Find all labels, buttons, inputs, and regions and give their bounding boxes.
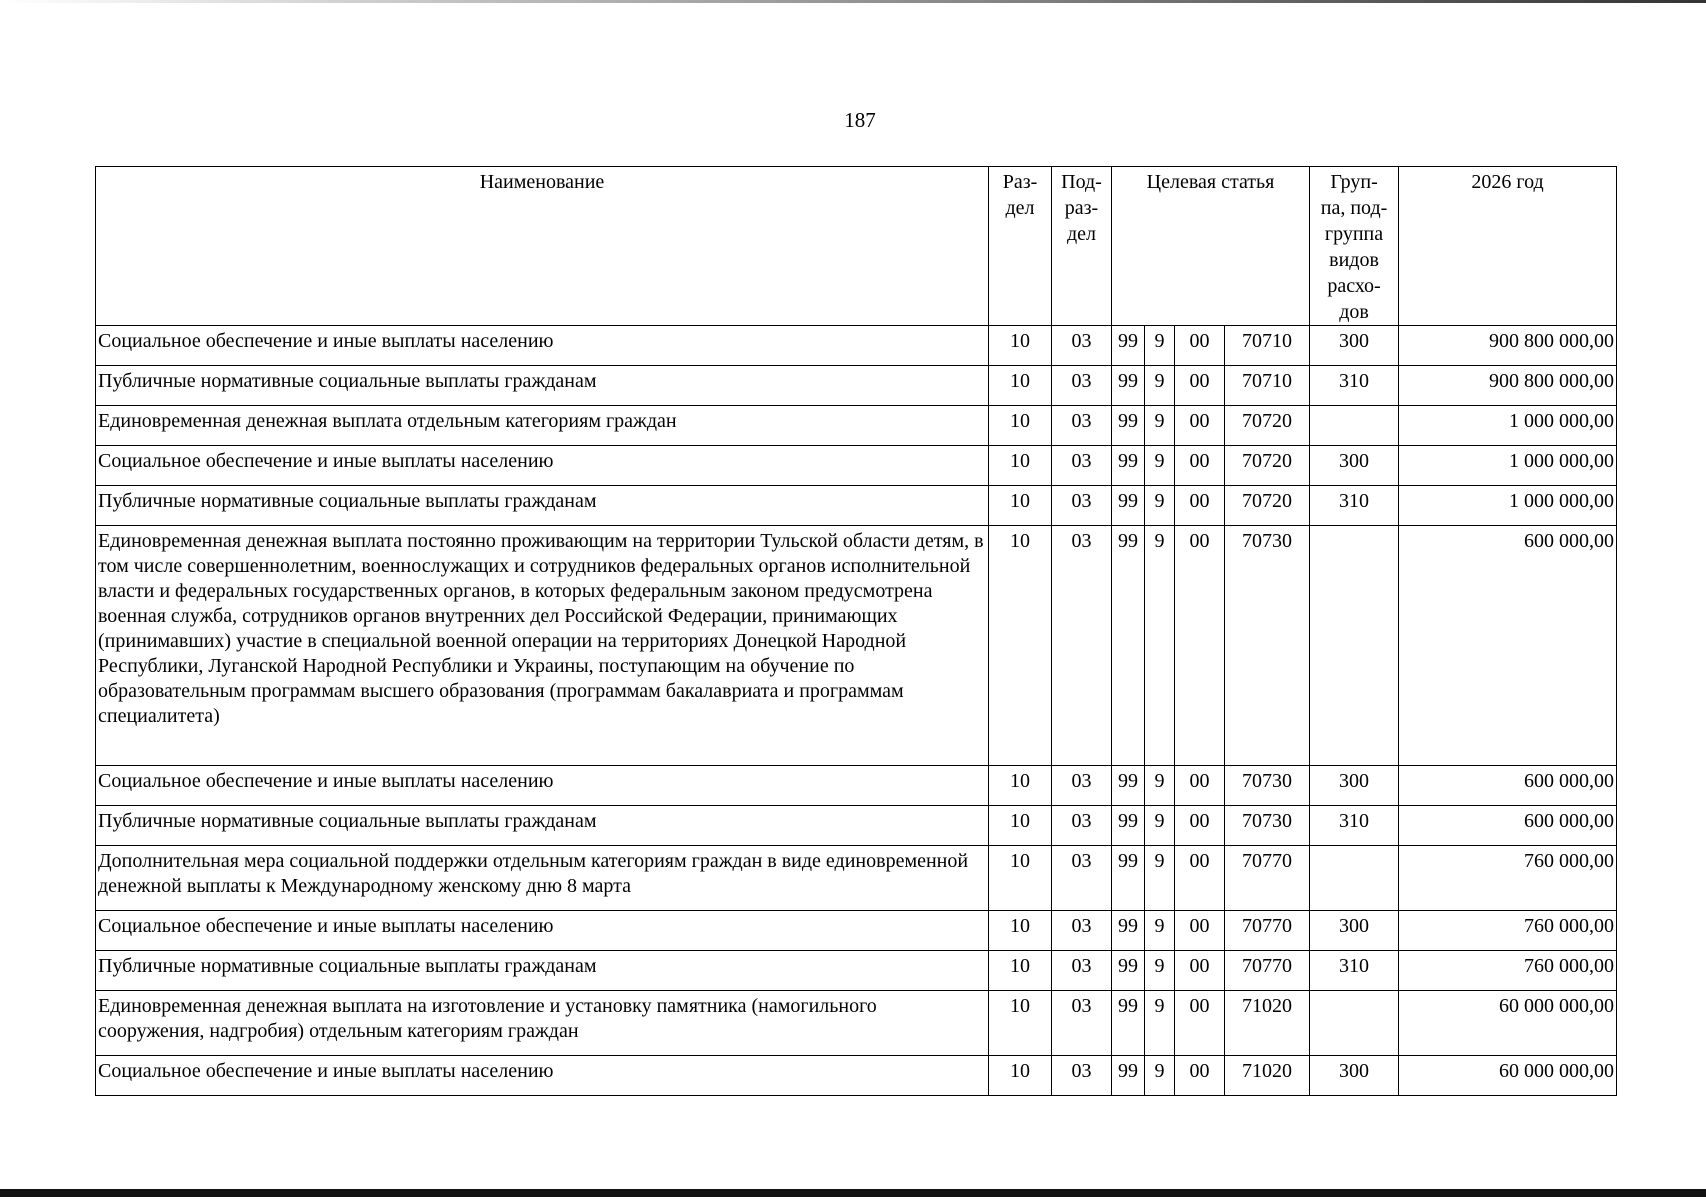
cell-amount: 60 000 000,00 (1399, 1056, 1617, 1096)
table-row (96, 526, 1617, 766)
table-row (96, 806, 1617, 846)
cell-target-program: 99 (1112, 526, 1145, 766)
table-row (96, 406, 1617, 446)
cell-podrazdel: 03 (1052, 951, 1112, 991)
cell-target-subprogram: 9 (1145, 911, 1175, 951)
cell-target-direction: 70720 (1225, 486, 1310, 526)
header-target-article: Целевая статья (1112, 167, 1310, 326)
cell-target-subprogram: 9 (1145, 846, 1175, 911)
cell-target-subprogram: 9 (1145, 766, 1175, 806)
cell-amount: 1 000 000,00 (1399, 486, 1617, 526)
cell-target-activity: 00 (1175, 991, 1225, 1056)
cell-target-program: 99 (1112, 1056, 1145, 1096)
cell-target-subprogram: 9 (1145, 951, 1175, 991)
cell-podrazdel: 03 (1052, 766, 1112, 806)
cell-target-direction: 70720 (1225, 446, 1310, 486)
table-row (96, 446, 1617, 486)
cell-expense-group (1310, 526, 1399, 766)
cell-razdel: 10 (989, 326, 1052, 366)
budget-table (95, 166, 1617, 1096)
table-row (96, 326, 1617, 366)
cell-amount: 600 000,00 (1399, 526, 1617, 766)
header-expense-group: Груп- па, под- группа видов расхо- дов (1310, 167, 1399, 326)
cell-name: Публичные нормативные социальные выплаты гражданам (96, 806, 989, 846)
cell-target-subprogram: 9 (1145, 486, 1175, 526)
cell-razdel: 10 (989, 1056, 1052, 1096)
cell-target-activity: 00 (1175, 366, 1225, 406)
cell-amount: 1 000 000,00 (1399, 406, 1617, 446)
cell-expense-group: 300 (1310, 1056, 1399, 1096)
cell-expense-group: 310 (1310, 366, 1399, 406)
cell-target-subprogram: 9 (1145, 991, 1175, 1056)
cell-expense-group (1310, 991, 1399, 1056)
cell-podrazdel: 03 (1052, 526, 1112, 766)
cell-target-subprogram: 9 (1145, 526, 1175, 766)
cell-amount: 60 000 000,00 (1399, 991, 1617, 1056)
cell-name: Публичные нормативные социальные выплаты гражданам (96, 486, 989, 526)
cell-name: Единовременная денежная выплата постоянно проживающим на территории Тульской области детям, в том числе совершеннолетним, военнослужащих и сотрудников федеральных органов исполнительной власти и федеральных государственных органов, в которых федеральным законом предусмотрена военная служба, сотрудников органов внутренних дел Российской Федерации, принимающих (принимавших) участие в специальной военной операции на территориях Донецкой Народной Республики, Луганской Народной Республики и Украины, поступающим на обучение по образовательным программам высшего образования (программам бакалавриата и программам специалитета) (96, 526, 989, 766)
cell-name: Социальное обеспечение и иные выплаты населению (96, 1056, 989, 1096)
cell-target-activity: 00 (1175, 526, 1225, 766)
cell-podrazdel: 03 (1052, 911, 1112, 951)
cell-target-program: 99 (1112, 911, 1145, 951)
cell-podrazdel: 03 (1052, 446, 1112, 486)
cell-razdel: 10 (989, 951, 1052, 991)
cell-target-program: 99 (1112, 846, 1145, 911)
scan-edge-bottom (0, 1189, 1706, 1197)
cell-name: Дополнительная мера социальной поддержки отдельным категориям граждан в виде единовременной денежной выплаты к Международному женскому дню 8 марта (96, 846, 989, 911)
cell-name: Публичные нормативные социальные выплаты гражданам (96, 366, 989, 406)
cell-razdel: 10 (989, 846, 1052, 911)
cell-target-direction: 70770 (1225, 846, 1310, 911)
cell-amount: 900 800 000,00 (1399, 366, 1617, 406)
table-body (96, 326, 1617, 1096)
cell-razdel: 10 (989, 911, 1052, 951)
cell-target-program: 99 (1112, 991, 1145, 1056)
table-row (96, 846, 1617, 911)
cell-target-direction: 70710 (1225, 366, 1310, 406)
cell-name: Единовременная денежная выплата отдельным категориям граждан (96, 406, 989, 446)
cell-amount: 900 800 000,00 (1399, 326, 1617, 366)
cell-expense-group: 300 (1310, 446, 1399, 486)
cell-podrazdel: 03 (1052, 846, 1112, 911)
table-row (96, 366, 1617, 406)
cell-target-program: 99 (1112, 951, 1145, 991)
cell-target-direction: 70730 (1225, 806, 1310, 846)
cell-target-program: 99 (1112, 366, 1145, 406)
cell-target-direction: 70730 (1225, 766, 1310, 806)
cell-target-direction: 71020 (1225, 991, 1310, 1056)
header-podrazdel: Под- раз- дел (1052, 167, 1112, 326)
cell-name: Социальное обеспечение и иные выплаты населению (96, 911, 989, 951)
table-header-row (96, 167, 1617, 326)
table-row (96, 951, 1617, 991)
cell-podrazdel: 03 (1052, 366, 1112, 406)
cell-expense-group: 310 (1310, 951, 1399, 991)
cell-expense-group (1310, 406, 1399, 446)
header-year-2026: 2026 год (1399, 167, 1617, 326)
cell-razdel: 10 (989, 406, 1052, 446)
cell-target-program: 99 (1112, 486, 1145, 526)
cell-podrazdel: 03 (1052, 1056, 1112, 1096)
cell-target-direction: 70770 (1225, 951, 1310, 991)
cell-name: Социальное обеспечение и иные выплаты населению (96, 766, 989, 806)
scan-edge-top (0, 0, 1706, 3)
cell-target-program: 99 (1112, 406, 1145, 446)
cell-amount: 600 000,00 (1399, 806, 1617, 846)
cell-amount: 760 000,00 (1399, 846, 1617, 911)
cell-razdel: 10 (989, 766, 1052, 806)
cell-target-program: 99 (1112, 446, 1145, 486)
cell-target-activity: 00 (1175, 446, 1225, 486)
cell-amount: 600 000,00 (1399, 766, 1617, 806)
cell-target-subprogram: 9 (1145, 1056, 1175, 1096)
table-row (96, 911, 1617, 951)
cell-razdel: 10 (989, 806, 1052, 846)
cell-target-activity: 00 (1175, 326, 1225, 366)
cell-amount: 760 000,00 (1399, 911, 1617, 951)
cell-target-subprogram: 9 (1145, 806, 1175, 846)
table-row (96, 1056, 1617, 1096)
cell-expense-group: 310 (1310, 806, 1399, 846)
cell-razdel: 10 (989, 991, 1052, 1056)
header-razdel: Раз- дел (989, 167, 1052, 326)
cell-target-direction: 70720 (1225, 406, 1310, 446)
cell-target-subprogram: 9 (1145, 406, 1175, 446)
table-row (96, 766, 1617, 806)
cell-razdel: 10 (989, 366, 1052, 406)
cell-target-activity: 00 (1175, 911, 1225, 951)
cell-target-activity: 00 (1175, 951, 1225, 991)
cell-podrazdel: 03 (1052, 991, 1112, 1056)
cell-amount: 760 000,00 (1399, 951, 1617, 991)
cell-expense-group: 300 (1310, 766, 1399, 806)
cell-podrazdel: 03 (1052, 486, 1112, 526)
cell-name: Единовременная денежная выплата на изготовление и установку памятника (намогильного сооружения, надгробия) отдельным категориям граждан (96, 991, 989, 1056)
cell-podrazdel: 03 (1052, 806, 1112, 846)
cell-target-direction: 70710 (1225, 326, 1310, 366)
cell-target-activity: 00 (1175, 486, 1225, 526)
cell-target-direction: 70730 (1225, 526, 1310, 766)
cell-expense-group (1310, 846, 1399, 911)
cell-target-subprogram: 9 (1145, 446, 1175, 486)
table-row (96, 486, 1617, 526)
cell-target-activity: 00 (1175, 846, 1225, 911)
cell-target-direction: 70770 (1225, 911, 1310, 951)
cell-expense-group: 310 (1310, 486, 1399, 526)
cell-razdel: 10 (989, 486, 1052, 526)
header-name: Наименование (96, 167, 989, 326)
cell-expense-group: 300 (1310, 326, 1399, 366)
cell-target-direction: 71020 (1225, 1056, 1310, 1096)
cell-podrazdel: 03 (1052, 326, 1112, 366)
cell-target-activity: 00 (1175, 1056, 1225, 1096)
cell-name: Социальное обеспечение и иные выплаты населению (96, 446, 989, 486)
cell-name: Публичные нормативные социальные выплаты гражданам (96, 951, 989, 991)
cell-target-activity: 00 (1175, 766, 1225, 806)
page-number: 187 (844, 108, 876, 132)
cell-target-program: 99 (1112, 806, 1145, 846)
cell-name: Социальное обеспечение и иные выплаты населению (96, 326, 989, 366)
cell-target-subprogram: 9 (1145, 326, 1175, 366)
cell-target-subprogram: 9 (1145, 366, 1175, 406)
cell-expense-group: 300 (1310, 911, 1399, 951)
cell-target-program: 99 (1112, 326, 1145, 366)
cell-target-program: 99 (1112, 766, 1145, 806)
cell-podrazdel: 03 (1052, 406, 1112, 446)
cell-razdel: 10 (989, 446, 1052, 486)
cell-amount: 1 000 000,00 (1399, 446, 1617, 486)
cell-target-activity: 00 (1175, 406, 1225, 446)
cell-target-activity: 00 (1175, 806, 1225, 846)
table-row (96, 991, 1617, 1056)
cell-razdel: 10 (989, 526, 1052, 766)
